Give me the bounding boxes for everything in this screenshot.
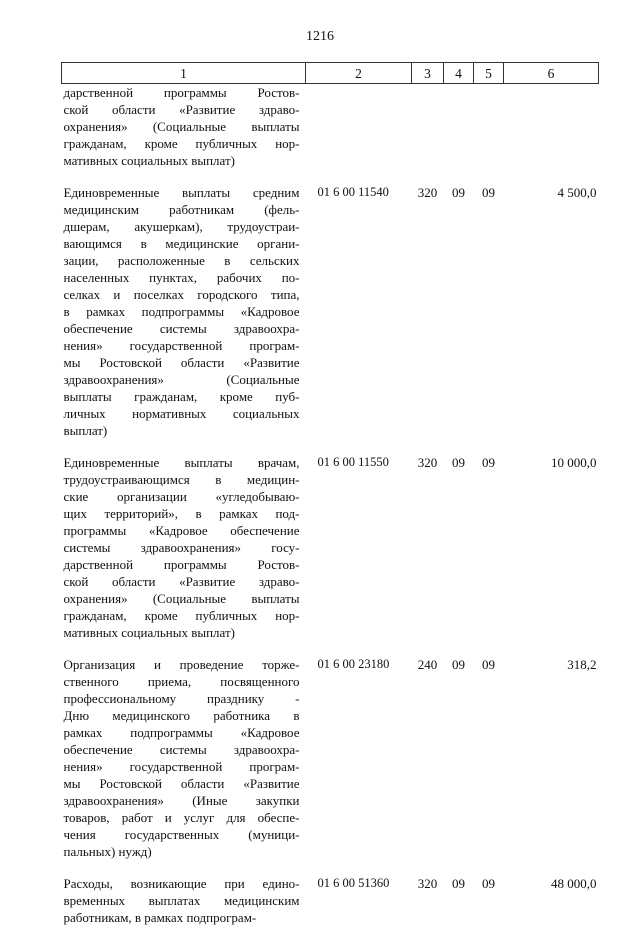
description-line: обеспечение системы здравоохра-: [64, 741, 300, 758]
row-target-code: 01 6 00 51360: [306, 875, 412, 941]
table-row: [62, 84, 599, 185]
description-line: здравоохранения» (Социальные: [64, 371, 300, 388]
row-description: [62, 656, 306, 875]
row-description: [62, 84, 306, 185]
description-line: чения государственных (муници-: [64, 826, 300, 843]
description-line: рамках подпрограммы «Кадровое: [64, 724, 300, 741]
row-section: 09: [444, 875, 474, 941]
description-line: мы Ростовской области «Развитие: [64, 354, 300, 371]
row-target-code: 01 6 00 11540: [306, 184, 412, 454]
column-header-rz: 4: [444, 63, 474, 84]
description-line: охранения» (Социальные выплаты: [64, 118, 300, 135]
column-header-description: 1: [62, 63, 306, 84]
description-line: дшерам, акушеркам), трудоустраи-: [64, 218, 300, 235]
table-row: [62, 454, 599, 656]
description-line: системы здравоохранения» госу-: [64, 539, 300, 556]
description-line: дарственной программы Ростов-: [64, 556, 300, 573]
description-line: населенных пунктах, рабочих по-: [64, 269, 300, 286]
row-description: [62, 875, 306, 941]
row-description: [62, 184, 306, 454]
table-row: [62, 184, 599, 454]
description-line: временных выплатах медицинским: [64, 892, 300, 909]
description-line: Дню медицинского работника в: [64, 707, 300, 724]
description-line: выплаты гражданам, кроме пуб-: [64, 388, 300, 405]
description-line: выплат): [64, 422, 300, 439]
row-subsection: 09: [474, 875, 504, 941]
row-section: 09: [444, 184, 474, 454]
description-line: Организация и проведение торже-: [64, 656, 300, 673]
description-line: программы «Кадровое обеспечение: [64, 522, 300, 539]
description-line: дарственной программы Ростов-: [64, 84, 300, 101]
row-amount: 48 000,0: [504, 875, 599, 941]
row-section: 09: [444, 454, 474, 656]
description-line: вающимся в медицинские органи-: [64, 235, 300, 252]
description-line: профессиональному празднику -: [64, 690, 300, 707]
description-line: охранения» (Социальные выплаты: [64, 590, 300, 607]
description-line: ской области «Развитие здраво-: [64, 101, 300, 118]
table-body: [62, 84, 599, 941]
description-line: мативных социальных выплат): [64, 624, 300, 641]
description-line: ские организации «угледобываю-: [64, 488, 300, 505]
description-line: пальных) нужд): [64, 843, 300, 860]
description-line: ственного приема, посвященного: [64, 673, 300, 690]
description-line: Единовременные выплаты средним: [64, 184, 300, 201]
row-target-code: 01 6 00 11550: [306, 454, 412, 656]
row-expense-type: 320: [412, 875, 444, 941]
row-subsection: 09: [474, 184, 504, 454]
row-expense-type: [412, 84, 444, 185]
row-expense-type: 320: [412, 454, 444, 656]
description-line: гражданам, кроме публичных нор-: [64, 135, 300, 152]
row-description: [62, 454, 306, 656]
description-line: нения» государственной програм-: [64, 337, 300, 354]
row-expense-type: 240: [412, 656, 444, 875]
column-header-vr: 3: [412, 63, 444, 84]
description-line: селках и поселках городского типа,: [64, 286, 300, 303]
row-target-code: [306, 84, 412, 185]
budget-table: [61, 62, 599, 941]
description-line: медицинским работникам (фель-: [64, 201, 300, 218]
row-amount: [504, 84, 599, 185]
row-subsection: 09: [474, 454, 504, 656]
description-line: трудоустраивающимся в медицин-: [64, 471, 300, 488]
column-header-code: 2: [306, 63, 412, 84]
description-line: зации, расположенные в сельских: [64, 252, 300, 269]
row-section: [444, 84, 474, 185]
column-header-pr: 5: [474, 63, 504, 84]
description-line: нения» государственной програм-: [64, 758, 300, 775]
table-row: [62, 656, 599, 875]
description-line: здравоохранения» (Иные закупки: [64, 792, 300, 809]
description-line: работникам, в рамках подпрограм-: [64, 909, 300, 926]
description-line: мативных социальных выплат): [64, 152, 300, 169]
table-row: [62, 875, 599, 941]
row-subsection: [474, 84, 504, 185]
row-amount: 318,2: [504, 656, 599, 875]
description-line: Расходы, возникающие при едино-: [64, 875, 300, 892]
column-header-row: [62, 63, 599, 84]
row-amount: 4 500,0: [504, 184, 599, 454]
description-line: гражданам, кроме публичных нор-: [64, 607, 300, 624]
row-section: 09: [444, 656, 474, 875]
description-line: Единовременные выплаты врачам,: [64, 454, 300, 471]
description-line: личных нормативных социальных: [64, 405, 300, 422]
row-subsection: 09: [474, 656, 504, 875]
description-line: ской области «Развитие здраво-: [64, 573, 300, 590]
description-line: щих территорий», в рамках под-: [64, 505, 300, 522]
row-target-code: 01 6 00 23180: [306, 656, 412, 875]
row-amount: 10 000,0: [504, 454, 599, 656]
description-line: в рамках подпрограммы «Кадровое: [64, 303, 300, 320]
row-expense-type: 320: [412, 184, 444, 454]
description-line: товаров, работ и услуг для обеспе-: [64, 809, 300, 826]
description-line: обеспечение системы здравоохра-: [64, 320, 300, 337]
page-number: 1216: [0, 29, 640, 45]
column-header-amount: 6: [504, 63, 599, 84]
description-line: мы Ростовской области «Развитие: [64, 775, 300, 792]
